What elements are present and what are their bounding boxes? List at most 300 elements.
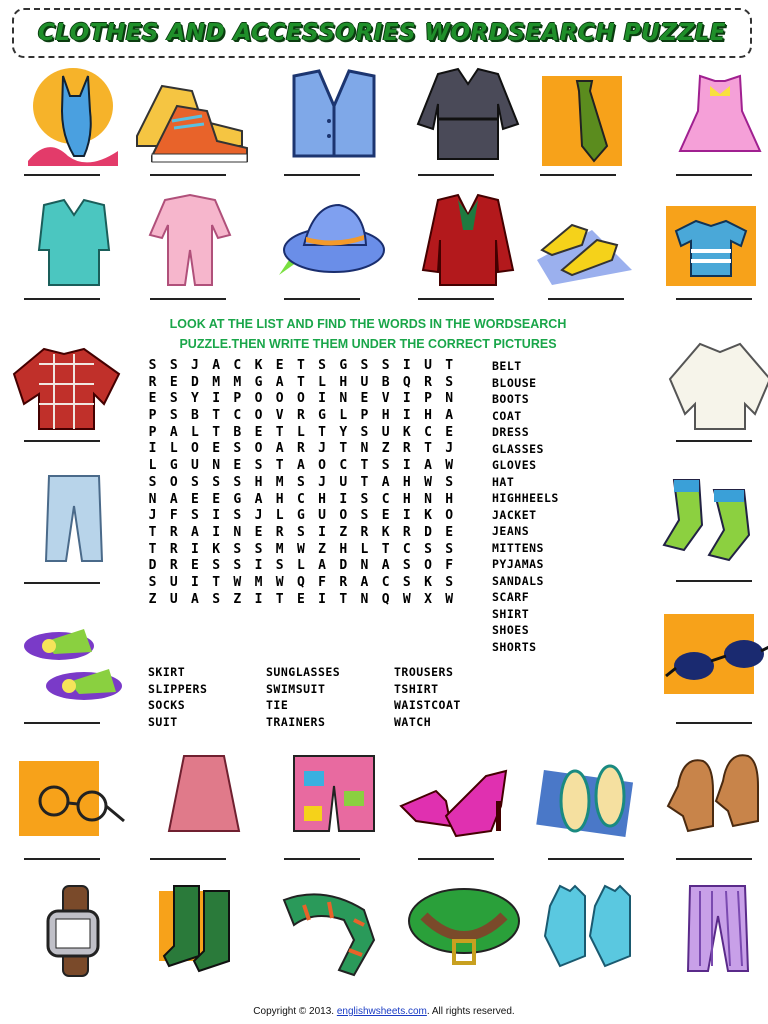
grid-cell[interactable]: L (275, 508, 284, 524)
answer-line[interactable] (418, 858, 494, 860)
grid-cell[interactable]: B (191, 408, 199, 424)
grid-cell[interactable]: Q (381, 591, 390, 607)
grid-cell[interactable]: S (445, 374, 454, 390)
grid-cell[interactable]: E (212, 491, 221, 507)
grid-cell[interactable]: Q (402, 374, 411, 390)
footer-prefix: Copyright © 2013. (253, 1006, 337, 1017)
grid-cell[interactable]: L (360, 541, 369, 557)
instructions (130, 314, 606, 354)
grid-cell[interactable]: Z (233, 591, 242, 607)
grid-cell[interactable]: T (360, 474, 369, 490)
grid-cell[interactable]: N (360, 591, 369, 607)
grid-cell[interactable]: P (148, 424, 157, 440)
grid-cell[interactable]: H (445, 491, 454, 507)
grid-cell[interactable]: K (424, 574, 432, 590)
grid-cell[interactable]: S (424, 541, 432, 557)
grid-cell[interactable]: K (424, 508, 432, 524)
grid-cell[interactable]: H (381, 408, 390, 424)
grid-cell[interactable]: C (402, 541, 411, 557)
answer-line[interactable] (150, 298, 226, 300)
grid-cell[interactable]: F (169, 508, 178, 524)
grid-cell[interactable]: O (296, 391, 305, 407)
grid-cell[interactable]: C (233, 408, 242, 424)
answer-line[interactable] (548, 858, 624, 860)
grid-cell[interactable]: Z (339, 524, 348, 540)
grid-cell[interactable]: S (445, 474, 454, 490)
grid-cell[interactable]: E (191, 491, 199, 507)
grid-cell[interactable]: E (148, 391, 157, 407)
word-item: SHORTS (492, 639, 537, 654)
grid-cell[interactable]: I (212, 508, 221, 524)
grid-cell[interactable]: O (254, 408, 263, 424)
grid-cell[interactable]: M (212, 374, 221, 390)
word-list-column-3 (394, 664, 461, 730)
grid-cell[interactable]: E (191, 558, 199, 574)
grid-cell[interactable]: K (381, 524, 390, 540)
grid-cell[interactable]: H (424, 408, 432, 424)
word-list (492, 358, 559, 655)
grid-cell[interactable]: L (191, 424, 199, 440)
grid-cell[interactable]: S (254, 541, 263, 557)
grid-cell[interactable]: O (318, 458, 326, 474)
grid-cell[interactable]: C (424, 424, 432, 440)
grid-cell[interactable]: A (275, 374, 284, 390)
grid-cell[interactable]: N (148, 491, 157, 507)
grid-cell[interactable]: N (233, 524, 242, 540)
grid-cell[interactable]: E (169, 374, 178, 390)
grid-cell[interactable]: S (381, 458, 390, 474)
grid-cell[interactable]: H (339, 541, 348, 557)
word-item: WATCH (394, 714, 432, 729)
answer-line[interactable] (24, 722, 100, 724)
grid-cell[interactable]: T (212, 424, 221, 440)
grid-cell[interactable]: E (381, 508, 390, 524)
grid-cell[interactable]: O (445, 508, 454, 524)
grid-cell[interactable]: K (402, 424, 411, 440)
answer-line[interactable] (418, 298, 494, 300)
grid-cell[interactable]: O (275, 391, 284, 407)
grid-cell[interactable]: Z (148, 591, 157, 607)
tshirt-picture (656, 196, 768, 306)
grid-cell[interactable]: M (275, 541, 284, 557)
grid-row (142, 475, 472, 492)
grid-cell[interactable]: I (148, 441, 157, 457)
grid-cell[interactable]: R (402, 524, 411, 540)
grid-cell[interactable]: U (169, 591, 178, 607)
grid-cell[interactable]: T (445, 358, 454, 373)
grid-cell[interactable]: S (191, 474, 199, 490)
grid-cell[interactable]: H (318, 491, 326, 507)
grid-cell[interactable]: U (169, 574, 178, 590)
grid-cell[interactable]: C (381, 574, 390, 590)
grid-cell[interactable]: O (424, 558, 432, 574)
grid-cell[interactable]: S (233, 474, 242, 490)
high-heels-picture (396, 746, 516, 856)
word-item: HIGHHEELS (492, 491, 559, 505)
grid-cell[interactable]: I (402, 408, 411, 424)
grid-cell[interactable]: I (254, 591, 263, 607)
skirt-picture (144, 746, 264, 856)
grid-cell[interactable]: N (212, 458, 221, 474)
grid-cell[interactable]: T (360, 458, 369, 474)
grid-cell[interactable]: S (212, 474, 221, 490)
grid-cell[interactable]: T (212, 408, 221, 424)
grid-cell[interactable]: J (254, 508, 263, 524)
grid-cell[interactable]: E (254, 424, 263, 440)
answer-line[interactable] (24, 858, 100, 860)
grid-cell[interactable]: O (254, 441, 263, 457)
grid-cell[interactable]: S (296, 524, 305, 540)
grid-cell[interactable]: H (402, 491, 411, 507)
grid-cell[interactable]: S (402, 558, 411, 574)
grid-cell[interactable]: S (148, 474, 157, 490)
grid-cell[interactable]: H (275, 491, 284, 507)
grid-cell[interactable]: D (424, 524, 432, 540)
grid-cell[interactable]: D (339, 558, 348, 574)
grid-cell[interactable]: I (402, 391, 411, 407)
grid-cell[interactable]: I (254, 558, 263, 574)
grid-cell[interactable]: M (254, 574, 263, 590)
grid-cell[interactable]: S (445, 574, 454, 590)
shoes-picture (532, 190, 652, 300)
footer-link[interactable]: englishwsheets.com (336, 1006, 427, 1017)
grid-cell[interactable]: T (381, 541, 390, 557)
grid-cell[interactable]: R (169, 541, 178, 557)
word-item: GLASSES (492, 441, 544, 456)
grid-cell[interactable]: G (169, 458, 178, 474)
grid-cell[interactable]: B (381, 374, 390, 390)
grid-cell[interactable]: P (424, 391, 432, 407)
grid-cell[interactable]: L (318, 374, 326, 390)
grid-cell[interactable]: N (360, 558, 369, 574)
grid-cell[interactable]: E (275, 358, 284, 373)
grid-cell[interactable]: S (169, 408, 178, 424)
grid-cell[interactable]: B (233, 424, 242, 440)
grid-cell[interactable]: D (191, 374, 199, 390)
answer-line[interactable] (676, 174, 752, 176)
grid-cell[interactable]: T (148, 524, 157, 540)
word-item: SHIRT (492, 606, 530, 621)
grid-row (142, 525, 472, 542)
grid-cell[interactable]: T (275, 458, 284, 474)
grid-cell[interactable]: U (360, 374, 369, 390)
grid-cell[interactable]: N (339, 391, 348, 407)
jacket-picture (408, 190, 528, 300)
grid-cell[interactable]: A (381, 474, 390, 490)
grid-cell[interactable]: S (212, 591, 221, 607)
grid-cell[interactable]: A (275, 441, 284, 457)
grid-cell[interactable]: R (296, 408, 305, 424)
word-item: JACKET (492, 507, 537, 522)
answer-line[interactable] (284, 858, 360, 860)
grid-cell[interactable]: E (233, 458, 242, 474)
grid-cell[interactable]: R (339, 574, 348, 590)
grid-cell[interactable]: A (169, 491, 178, 507)
grid-cell[interactable]: G (339, 358, 348, 373)
grid-cell[interactable]: U (339, 474, 348, 490)
grid-cell[interactable]: O (339, 508, 348, 524)
grid-cell[interactable]: M (233, 374, 242, 390)
word-item: SOCKS (148, 698, 186, 712)
grid-cell[interactable]: R (169, 524, 178, 540)
grid-cell[interactable]: V (275, 408, 284, 424)
grid-cell[interactable]: D (148, 558, 157, 574)
grid-cell[interactable]: S (212, 558, 221, 574)
grid-cell[interactable]: A (254, 491, 263, 507)
grid-cell[interactable]: E (296, 591, 305, 607)
grid-cell[interactable]: W (445, 591, 454, 607)
pyjamas-picture (140, 190, 260, 300)
answer-line[interactable] (24, 174, 100, 176)
grid-cell[interactable]: R (424, 374, 432, 390)
grid-cell[interactable]: U (381, 424, 390, 440)
trousers-picture (660, 876, 768, 986)
grid-cell[interactable]: I (191, 541, 199, 557)
grid-cell[interactable]: S (360, 491, 369, 507)
shirt-picture (4, 334, 124, 444)
grid-cell[interactable]: I (212, 524, 221, 540)
dress-picture (660, 66, 768, 176)
grid-cell[interactable]: W (402, 591, 411, 607)
grid-cell[interactable]: A (318, 558, 326, 574)
grid-cell[interactable]: G (296, 508, 305, 524)
grid-cell[interactable]: L (339, 408, 348, 424)
grid-cell[interactable]: A (191, 591, 199, 607)
grid-cell[interactable]: H (254, 474, 263, 490)
grid-cell[interactable]: S (296, 474, 305, 490)
sunglasses-picture (656, 606, 768, 716)
grid-cell[interactable]: O (169, 474, 178, 490)
grid-cell[interactable]: E (212, 441, 221, 457)
answer-line[interactable] (676, 722, 752, 724)
grid-cell[interactable]: J (318, 474, 326, 490)
grid-cell[interactable]: J (148, 508, 157, 524)
grid-cell[interactable]: I (318, 391, 326, 407)
grid-cell[interactable]: S (169, 358, 178, 373)
grid-row (142, 408, 472, 425)
grid-row (142, 391, 472, 408)
grid-cell[interactable]: K (254, 358, 263, 373)
grid-cell[interactable]: U (424, 358, 432, 373)
grid-cell[interactable]: V (381, 391, 390, 407)
grid-cell[interactable]: X (424, 591, 432, 607)
answer-line[interactable] (150, 174, 226, 176)
grid-cell[interactable]: S (191, 508, 199, 524)
grid-cell[interactable]: S (233, 441, 242, 457)
word-list-column-2 (266, 664, 340, 730)
glasses-picture (14, 746, 134, 856)
grid-row (142, 508, 472, 525)
grid-cell[interactable]: L (296, 558, 305, 574)
answer-line[interactable] (284, 298, 360, 300)
grid-cell[interactable]: N (360, 441, 369, 457)
grid-cell[interactable]: S (169, 391, 178, 407)
grid-cell[interactable]: S (381, 358, 390, 373)
grid-cell[interactable]: A (212, 358, 221, 373)
footer-suffix: . All rights reserved. (426, 1006, 515, 1017)
answer-line[interactable] (548, 298, 624, 300)
answer-line[interactable] (418, 174, 494, 176)
grid-cell[interactable]: T (296, 374, 305, 390)
answer-line[interactable] (676, 858, 752, 860)
grid-cell[interactable]: M (275, 474, 284, 490)
grid-cell[interactable]: S (275, 558, 284, 574)
grid-cell[interactable]: P (148, 408, 157, 424)
word-item: GLOVES (492, 458, 537, 472)
grid-cell[interactable]: R (148, 374, 157, 390)
grid-cell[interactable]: C (296, 491, 305, 507)
grid-cell[interactable]: T (148, 541, 157, 557)
grid-cell[interactable]: A (445, 408, 454, 424)
grid-cell[interactable]: T (339, 591, 348, 607)
answer-line[interactable] (24, 440, 100, 442)
grid-row (142, 441, 472, 458)
grid-cell[interactable]: W (445, 458, 454, 474)
grid-cell[interactable]: I (212, 391, 221, 407)
grid-cell[interactable]: S (360, 358, 369, 373)
grid-cell[interactable]: S (402, 574, 411, 590)
grid-cell[interactable]: S (445, 541, 454, 557)
grid-cell[interactable]: R (169, 558, 178, 574)
answer-line[interactable] (676, 298, 752, 300)
grid-cell[interactable]: Y (339, 424, 348, 440)
answer-line[interactable] (150, 858, 226, 860)
grid-row (142, 592, 472, 609)
grid-cell[interactable]: J (318, 441, 326, 457)
grid-cell[interactable]: R (275, 524, 284, 540)
grid-cell[interactable]: L (148, 458, 157, 474)
answer-line[interactable] (676, 440, 752, 442)
hat-picture (274, 190, 394, 300)
grid-cell[interactable]: S (148, 574, 157, 590)
grid-cell[interactable]: W (296, 541, 305, 557)
word-item: BELT (492, 359, 522, 373)
grid-cell[interactable]: S (233, 541, 242, 557)
footer (0, 1006, 768, 1017)
grid-cell[interactable]: S (233, 558, 242, 574)
grid-cell[interactable]: S (148, 358, 157, 373)
grid-cell[interactable]: H (402, 474, 411, 490)
grid-cell[interactable]: T (424, 441, 432, 457)
grid-cell[interactable]: R (402, 441, 411, 457)
grid-cell[interactable]: I (339, 491, 348, 507)
grid-cell[interactable]: E (445, 424, 454, 440)
grid-cell[interactable]: P (233, 391, 242, 407)
grid-cell[interactable]: S (360, 424, 369, 440)
grid-cell[interactable]: T (318, 424, 326, 440)
grid-cell[interactable]: P (360, 408, 369, 424)
grid-cell[interactable]: G (233, 491, 242, 507)
grid-cell[interactable]: I (318, 591, 326, 607)
word-item: BOOTS (492, 392, 530, 406)
grid-cell[interactable]: A (169, 424, 178, 440)
grid-cell[interactable]: I (402, 458, 411, 474)
word-item: JEANS (492, 524, 530, 538)
word-item: SUNGLASSES (266, 665, 341, 679)
answer-line[interactable] (24, 582, 100, 584)
grid-cell[interactable]: I (318, 524, 326, 540)
grid-cell[interactable]: C (339, 458, 348, 474)
answer-line[interactable] (676, 580, 752, 582)
trainers-picture (132, 66, 252, 176)
word-item: BLOUSE (492, 375, 537, 390)
grid-row (142, 575, 472, 592)
grid-row (142, 375, 472, 392)
grid-cell[interactable]: A (296, 458, 305, 474)
grid-cell[interactable]: I (402, 508, 411, 524)
grid-cell[interactable]: T (339, 441, 348, 457)
grid-cell[interactable]: C (381, 491, 390, 507)
wordsearch-grid[interactable] (142, 358, 472, 608)
grid-cell[interactable]: F (318, 574, 326, 590)
grid-cell[interactable]: E (254, 524, 263, 540)
word-item: PYJAMAS (492, 557, 544, 571)
grid-cell[interactable]: T (296, 358, 305, 373)
grid-cell[interactable]: C (233, 358, 242, 373)
grid-cell[interactable]: N (445, 391, 454, 407)
grid-cell[interactable]: O (191, 441, 199, 457)
grid-cell[interactable]: A (424, 458, 432, 474)
grid-cell[interactable]: O (254, 391, 263, 407)
grid-cell[interactable]: J (445, 441, 454, 457)
socks-picture (654, 470, 768, 580)
grid-cell[interactable]: R (360, 524, 369, 540)
answer-line[interactable] (284, 174, 360, 176)
grid-cell[interactable]: R (296, 441, 305, 457)
grid-cell[interactable]: U (318, 508, 326, 524)
grid-cell[interactable]: E (360, 391, 369, 407)
grid-cell[interactable]: W (424, 474, 432, 490)
grid-cell[interactable]: S (360, 508, 369, 524)
blouse-picture (660, 334, 768, 444)
grid-cell[interactable]: E (445, 524, 454, 540)
grid-cell[interactable]: F (445, 558, 454, 574)
answer-line[interactable] (540, 174, 616, 176)
grid-cell[interactable]: W (233, 574, 242, 590)
grid-cell[interactable]: Z (318, 541, 326, 557)
grid-cell[interactable]: T (275, 591, 284, 607)
grid-cell[interactable]: T (275, 424, 284, 440)
page-title: CLOTHES AND ACCESSORIES WORDSEARCH PUZZLE (37, 20, 727, 46)
grid-cell[interactable]: Y (191, 391, 199, 407)
grid-cell[interactable]: N (424, 491, 432, 507)
grid-cell[interactable]: G (254, 374, 263, 390)
grid-cell[interactable]: Z (381, 441, 390, 457)
grid-cell[interactable]: S (233, 508, 242, 524)
grid-cell[interactable]: G (318, 408, 326, 424)
grid-row (142, 558, 472, 575)
grid-cell[interactable]: H (339, 374, 348, 390)
grid-cell[interactable]: T (212, 574, 221, 590)
grid-cell[interactable]: A (381, 558, 390, 574)
grid-cell[interactable]: I (191, 574, 199, 590)
grid-cell[interactable]: S (318, 358, 326, 373)
grid-cell[interactable]: L (169, 441, 178, 457)
grid-cell[interactable]: I (402, 358, 411, 373)
answer-line[interactable] (24, 298, 100, 300)
grid-cell[interactable]: A (360, 574, 369, 590)
grid-cell[interactable]: L (296, 424, 305, 440)
grid-cell[interactable]: W (275, 574, 284, 590)
grid-cell[interactable]: S (254, 458, 263, 474)
grid-cell[interactable]: J (191, 358, 199, 373)
grid-cell[interactable]: K (212, 541, 221, 557)
waistcoat-picture (274, 66, 394, 176)
word-item: DRESS (492, 425, 530, 439)
grid-cell[interactable]: U (191, 458, 199, 474)
grid-cell[interactable]: A (191, 524, 199, 540)
grid-cell[interactable]: Q (296, 574, 305, 590)
